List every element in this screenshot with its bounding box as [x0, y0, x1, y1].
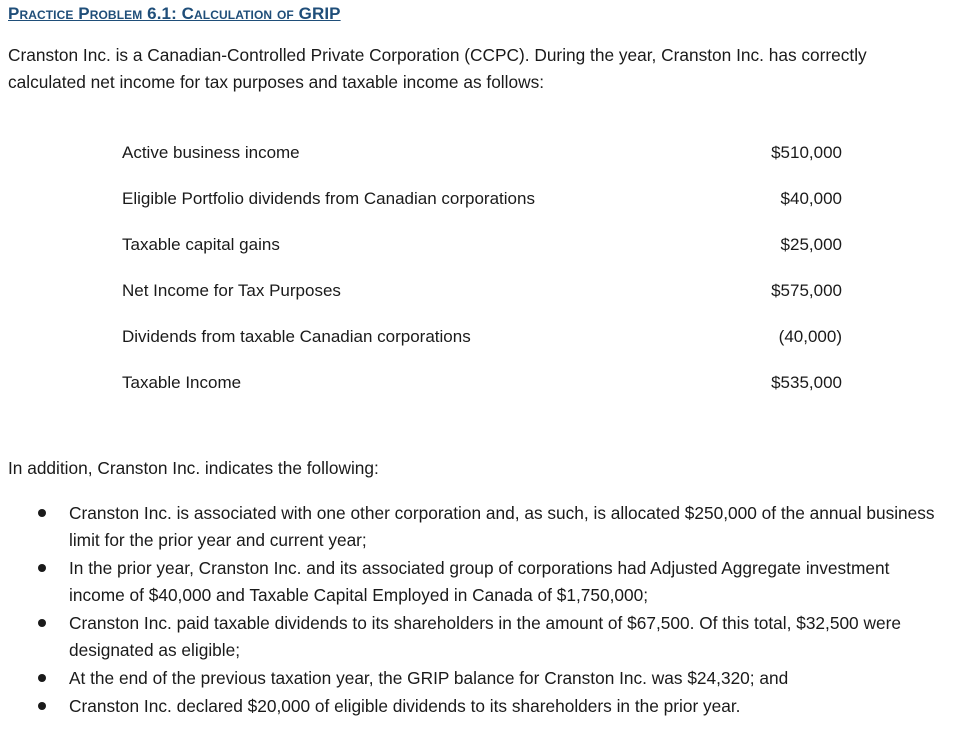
table-row	[122, 189, 842, 235]
table-row	[122, 373, 842, 419]
bullet-icon	[38, 702, 46, 710]
list-item	[0, 610, 958, 664]
problem-title: Practice Problem 6.1: Calculation of GRIP	[8, 4, 341, 23]
row-amount: $40,000	[780, 189, 842, 208]
row-label: Dividends from taxable Canadian corporations	[122, 327, 471, 346]
list-item-text: Cranston Inc. is associated with one other corporation and, as such, is allocated $250,000 of the annual business limit for the prior year and current year;	[69, 503, 935, 550]
row-label: Eligible Portfolio dividends from Canadian corporations	[122, 189, 535, 208]
row-amount: $510,000	[771, 143, 842, 162]
list-item	[0, 693, 958, 720]
list-item-text: In the prior year, Cranston Inc. and its associated group of corporations had Adjusted Aggregate investment income of $40,000 and Taxable Capital Employed in Canada of $1,750,000;	[69, 558, 890, 605]
bullet-icon	[38, 509, 46, 517]
row-amount: (40,000)	[778, 327, 842, 346]
list-item-text: Cranston Inc. declared $20,000 of eligible dividends to its shareholders in the prior year.	[69, 696, 741, 716]
intro-paragraph: Cranston Inc. is a Canadian-Controlled Private Corporation (CCPC). During the year, Cranston Inc. has correctly calculated net income for tax purposes and taxable income as follows:	[8, 45, 867, 92]
list-item	[0, 500, 958, 554]
income-table	[122, 143, 842, 419]
list-item-text: Cranston Inc. paid taxable dividends to its shareholders in the amount of $67,500. Of this total, $32,500 were designated as eligible;	[69, 613, 901, 660]
table-row	[122, 143, 842, 189]
table-row	[122, 327, 842, 373]
bullet-icon	[38, 674, 46, 682]
row-label: Active business income	[122, 143, 300, 162]
list-item-text: At the end of the previous taxation year, the GRIP balance for Cranston Inc. was $24,320; and	[69, 668, 789, 688]
table-row	[122, 235, 842, 281]
info-bullet-list	[0, 500, 958, 721]
bullet-icon	[38, 619, 46, 627]
row-amount: $25,000	[780, 235, 842, 254]
list-item	[0, 665, 958, 692]
row-label: Taxable Income	[122, 373, 242, 392]
list-item	[0, 555, 958, 609]
row-amount: $535,000	[771, 373, 842, 392]
addition-heading: In addition, Cranston Inc. indicates the following:	[8, 458, 379, 478]
row-label: Taxable capital gains	[122, 235, 280, 254]
row-label: Net Income for Tax Purposes	[122, 281, 341, 300]
row-amount: $575,000	[771, 281, 842, 300]
bullet-icon	[38, 564, 46, 572]
table-row	[122, 281, 842, 327]
